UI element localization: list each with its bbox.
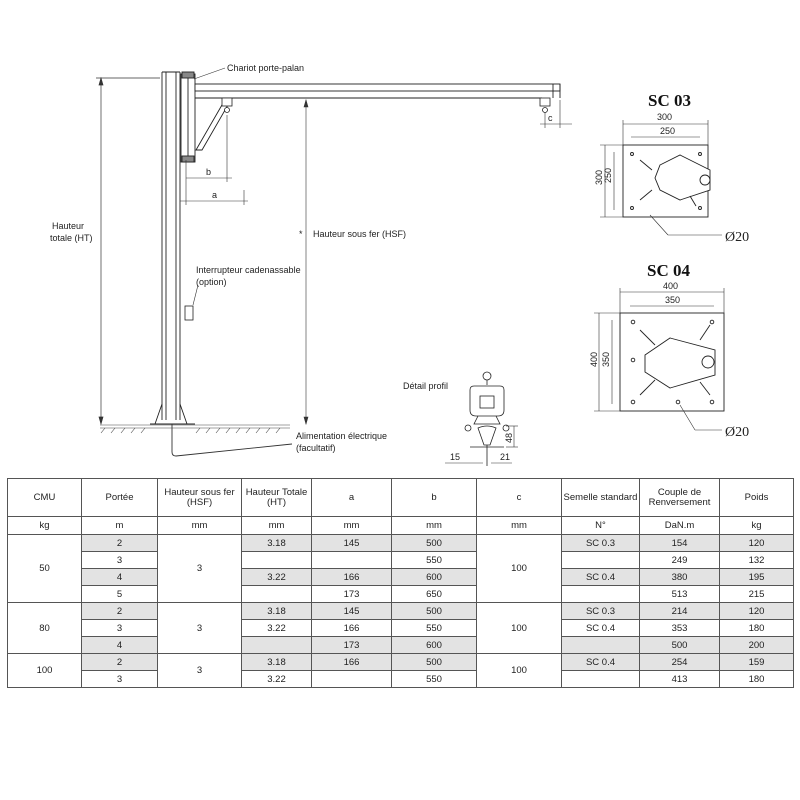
pivot-assembly <box>181 72 195 162</box>
semelle-cell: SC 0.3 <box>562 535 640 552</box>
unit-cell: mm <box>312 517 392 535</box>
unit-cell: mm <box>158 517 242 535</box>
label-alimentation: Alimentation électrique <box>296 431 388 441</box>
label-dim-48: 48 <box>504 432 514 443</box>
label-hauteur-totale: Hauteur <box>52 221 85 231</box>
a-cell <box>312 552 392 569</box>
poids-cell: 180 <box>720 620 794 637</box>
ht-cell <box>242 552 312 569</box>
label-dim-b: b <box>206 167 212 177</box>
c-cell: 100 <box>477 654 562 688</box>
label-dim-c: c <box>548 113 553 123</box>
b-cell: 500 <box>392 535 477 552</box>
b-cell: 600 <box>392 637 477 654</box>
sc03-title: SC 03 <box>648 91 691 110</box>
couple-cell: 154 <box>640 535 720 552</box>
switch-box <box>185 306 193 320</box>
poids-cell: 180 <box>720 671 794 688</box>
poids-cell: 215 <box>720 586 794 603</box>
b-cell: 600 <box>392 569 477 586</box>
ht-cell: 3.18 <box>242 603 312 620</box>
b-cell: 500 <box>392 654 477 671</box>
couple-cell: 413 <box>640 671 720 688</box>
jib-arm <box>195 84 560 150</box>
label-dim-21: 21 <box>500 452 511 462</box>
table-row <box>8 671 794 688</box>
couple-cell: 214 <box>640 603 720 620</box>
height-dimension-ht <box>96 78 160 424</box>
unit-cell: mm <box>477 517 562 535</box>
sc04-dim-inner: 350 <box>665 295 681 305</box>
header-cmu: CMU <box>8 479 82 517</box>
semelle-cell <box>562 637 640 654</box>
sc03-dim-side-outer: 300 <box>594 169 604 185</box>
b-cell: 650 <box>392 586 477 603</box>
b-cell: 500 <box>392 603 477 620</box>
header-couple: Couple de Renversement <box>640 479 720 517</box>
poids-cell: 200 <box>720 637 794 654</box>
table-row <box>8 603 794 620</box>
unit-cell: DaN.m <box>640 517 720 535</box>
portee-cell: 3 <box>82 620 158 637</box>
cmu-cell: 100 <box>8 654 82 688</box>
label-dim-a: a <box>212 190 218 200</box>
label-interrupteur-option: (option) <box>196 277 227 287</box>
portee-cell: 3 <box>82 671 158 688</box>
b-cell: 550 <box>392 620 477 637</box>
label-detail-profil: Détail profil <box>403 381 449 391</box>
a-cell: 173 <box>312 586 392 603</box>
header-a: a <box>312 479 392 517</box>
hsf-cell: 3 <box>158 603 242 654</box>
ht-cell: 3.18 <box>242 535 312 552</box>
sc04-dim-outer: 400 <box>663 281 679 291</box>
sc04-hole-diameter: Ø20 <box>725 425 750 440</box>
semelle-cell: SC 0.4 <box>562 569 640 586</box>
table-header-row <box>8 479 794 517</box>
semelle-cell <box>562 552 640 569</box>
ht-cell <box>242 586 312 603</box>
poids-cell: 120 <box>720 603 794 620</box>
label-alimentation-facultatif: (facultatif) <box>296 443 336 453</box>
a-cell: 145 <box>312 535 392 552</box>
unit-cell: N° <box>562 517 640 535</box>
header-c: c <box>477 479 562 517</box>
sc03-dim-outer: 300 <box>657 112 673 122</box>
semelle-cell: SC 0.4 <box>562 620 640 637</box>
sc03-dim-inner: 250 <box>660 126 676 136</box>
semelle-cell <box>562 671 640 688</box>
ht-cell: 3.22 <box>242 620 312 637</box>
poids-cell: 132 <box>720 552 794 569</box>
a-cell: 166 <box>312 654 392 671</box>
portee-cell: 5 <box>82 586 158 603</box>
sc03-plate <box>623 145 710 217</box>
semelle-cell: SC 0.4 <box>562 654 640 671</box>
table-row <box>8 637 794 654</box>
height-dimension-hsf <box>304 100 308 424</box>
power-cable <box>172 424 292 456</box>
couple-cell: 380 <box>640 569 720 586</box>
unit-cell: mm <box>242 517 312 535</box>
ground-line <box>100 425 290 433</box>
sc04-plate <box>620 313 724 411</box>
couple-cell: 249 <box>640 552 720 569</box>
label-interrupteur: Interrupteur cadenassable <box>196 265 301 275</box>
table-row <box>8 552 794 569</box>
sc04-dim-side-inner: 350 <box>601 351 611 367</box>
portee-cell: 2 <box>82 603 158 620</box>
hsf-cell: 3 <box>158 535 242 603</box>
unit-cell: mm <box>392 517 477 535</box>
label-dim-15: 15 <box>450 452 461 462</box>
couple-cell: 353 <box>640 620 720 637</box>
header-ht: Hauteur Totale (HT) <box>242 479 312 517</box>
b-cell: 550 <box>392 552 477 569</box>
semelle-cell: SC 0.3 <box>562 603 640 620</box>
table-row <box>8 654 794 671</box>
poids-cell: 159 <box>720 654 794 671</box>
ht-cell <box>242 637 312 654</box>
trolley-hoist <box>222 98 550 113</box>
poids-cell: 120 <box>720 535 794 552</box>
c-cell: 100 <box>477 603 562 654</box>
portee-cell: 4 <box>82 569 158 586</box>
portee-cell: 3 <box>82 552 158 569</box>
unit-cell: kg <box>720 517 794 535</box>
header-hsf: Hauteur sous fer (HSF) <box>158 479 242 517</box>
hsf-asterisk: * <box>299 229 303 239</box>
semelle-cell <box>562 586 640 603</box>
unit-cell: kg <box>8 517 82 535</box>
label-hauteur-totale-2: totale (HT) <box>50 233 93 243</box>
sc03-dim-side-inner: 250 <box>603 167 613 183</box>
sc03-hole-diameter: Ø20 <box>725 230 750 245</box>
portee-cell: 2 <box>82 535 158 552</box>
table-units-row <box>8 517 794 535</box>
a-cell: 173 <box>312 637 392 654</box>
cmu-cell: 50 <box>8 535 82 603</box>
header-poids: Poids <box>720 479 794 517</box>
table-row <box>8 620 794 637</box>
header-semelle: Semelle standard <box>562 479 640 517</box>
couple-cell: 500 <box>640 637 720 654</box>
a-cell: 145 <box>312 603 392 620</box>
unit-cell: m <box>82 517 158 535</box>
portee-cell: 2 <box>82 654 158 671</box>
sc04-dim-side-outer: 400 <box>589 351 599 367</box>
sc04-title: SC 04 <box>647 261 690 280</box>
header-b: b <box>392 479 477 517</box>
portee-cell: 4 <box>82 637 158 654</box>
ht-cell: 3.22 <box>242 671 312 688</box>
poids-cell: 195 <box>720 569 794 586</box>
a-cell: 166 <box>312 569 392 586</box>
hsf-cell: 3 <box>158 654 242 688</box>
spec-table <box>7 478 794 688</box>
ht-cell: 3.18 <box>242 654 312 671</box>
a-cell <box>312 671 392 688</box>
couple-cell: 254 <box>640 654 720 671</box>
cmu-cell: 80 <box>8 603 82 654</box>
a-cell: 166 <box>312 620 392 637</box>
couple-cell: 513 <box>640 586 720 603</box>
c-cell: 100 <box>477 535 562 603</box>
ht-cell: 3.22 <box>242 569 312 586</box>
table-row <box>8 569 794 586</box>
table-row <box>8 586 794 603</box>
table-row <box>8 535 794 552</box>
label-hauteur-sous-fer: Hauteur sous fer (HSF) <box>313 229 407 239</box>
b-cell: 550 <box>392 671 477 688</box>
header-portee: Portée <box>82 479 158 517</box>
label-chariot: Chariot porte-palan <box>227 63 305 73</box>
